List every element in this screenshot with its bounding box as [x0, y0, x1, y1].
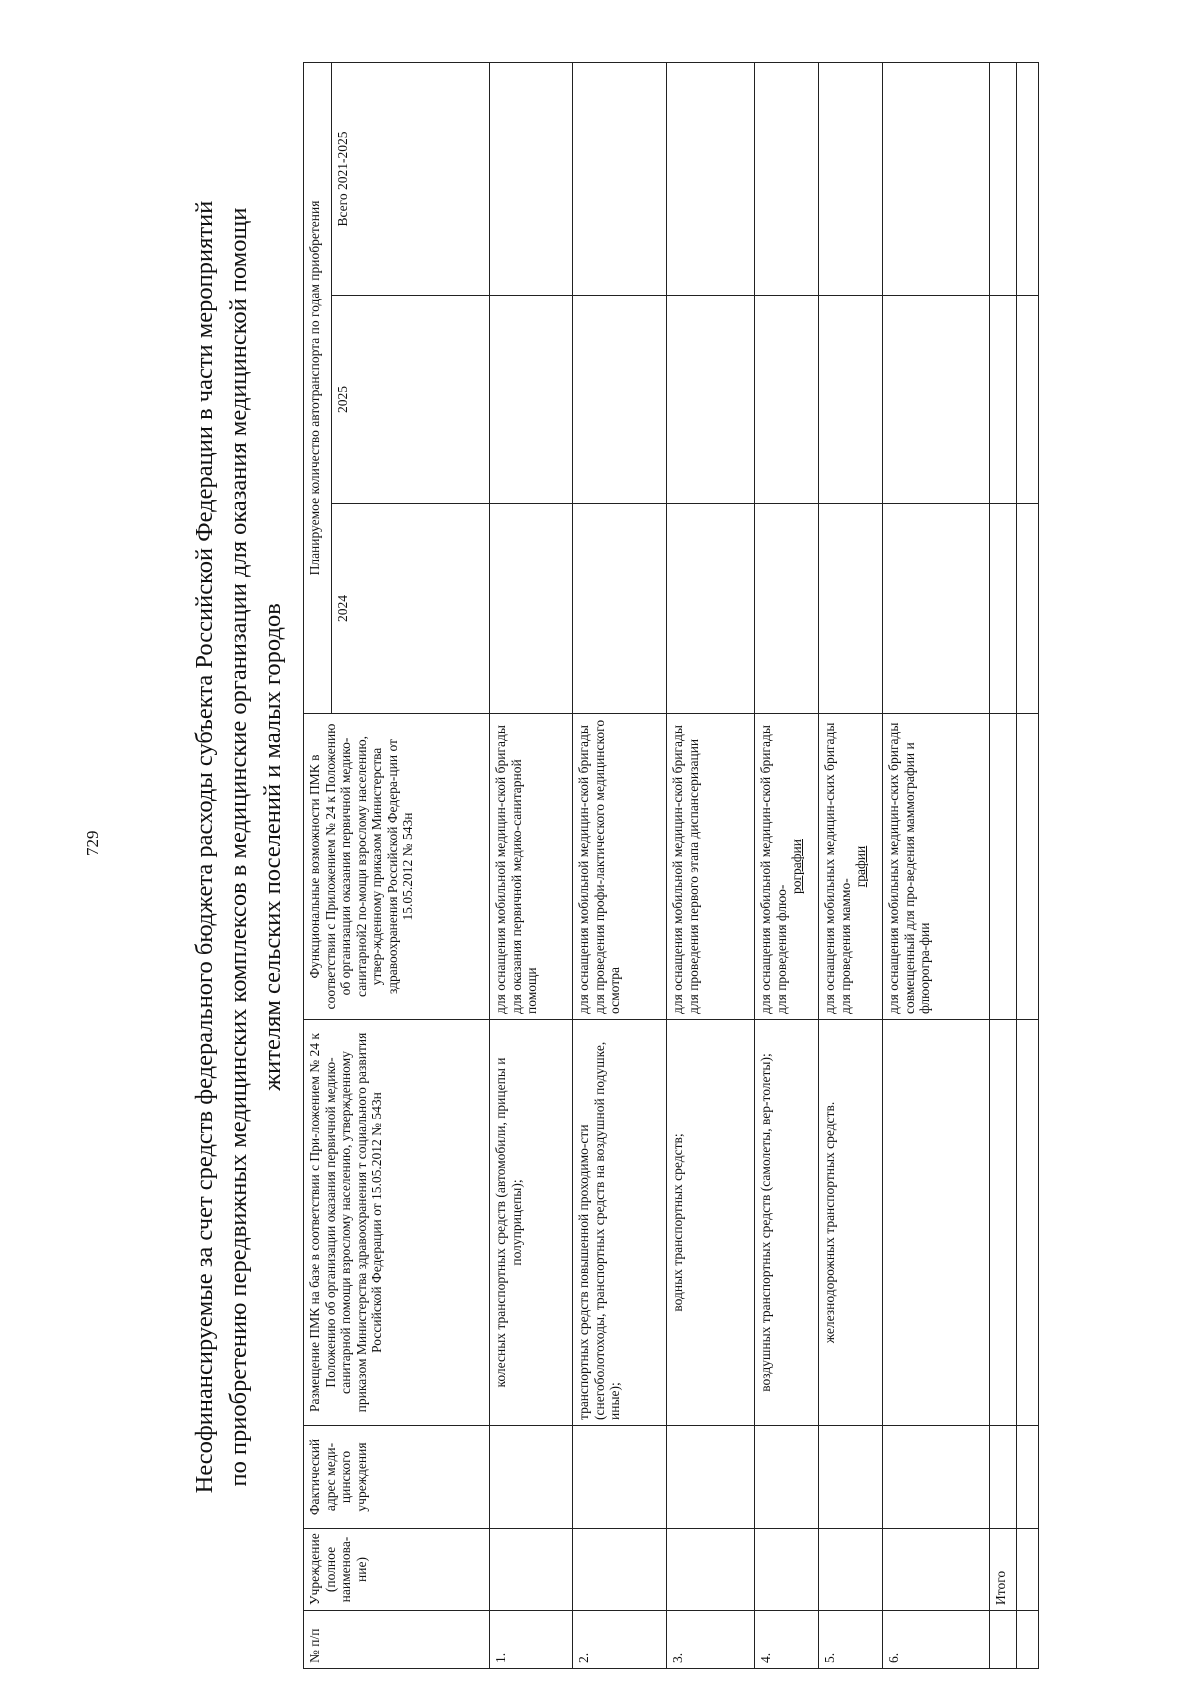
total-label: Итого — [990, 1529, 1017, 1611]
row-address — [667, 1426, 755, 1529]
table-row — [573, 62, 667, 1668]
total-2024 — [990, 504, 1017, 714]
row-num: 3. — [667, 1611, 755, 1669]
row-function-text: для оснащения мобильных медицин-ских бригады для проведения маммо- — [822, 722, 853, 1014]
empty-cell — [1017, 62, 1039, 295]
row-total — [573, 62, 667, 295]
row-institution — [819, 1529, 883, 1611]
empty-cell — [1017, 1529, 1039, 1611]
title-line-2: по приобретению передвижных медицинских комплексов в медицинские организации для оказания медицинской помощи — [225, 207, 252, 1487]
header-placement: Размещение ПМК на базе в соответствии с При-ложением № 24 к Положению об организации оказания первичной медико-санитарной помощи взрослому населению, утвержденному приказом Министерства здравоохранения т социального развития Российской Федерации от 15.05.2012 № 543н — [304, 1020, 490, 1426]
header-institution: Учреждение (полное наименова-ние) — [304, 1529, 490, 1611]
row-2024 — [573, 504, 667, 714]
row-placement: транспортных средств повышенной проходимо-сти (снегоболотоходы, транспортных средств на воздушной подушке, иные); — [573, 1020, 667, 1426]
row-2024 — [755, 504, 819, 714]
header-address: Фактический адрес меди-цинского учреждения — [304, 1426, 490, 1529]
table-row — [667, 62, 755, 1668]
row-function: для оснащения мобильной медицин-ской бригады для проведения профи-лактического медицинского осмотра — [573, 714, 667, 1020]
row-function — [755, 714, 819, 1020]
title-line-1: Несофинансируемые за счет средств федерального бюджета расходы субъекта Российской Федерации в части мероприятий — [191, 200, 218, 1494]
table-row — [755, 62, 819, 1668]
total-placement — [990, 1020, 1017, 1426]
empty-cell — [1017, 504, 1039, 714]
row-address — [490, 1426, 573, 1529]
row-num: 4. — [755, 1611, 819, 1669]
row-address — [573, 1426, 667, 1529]
row-placement: водных транспортных средств; — [667, 1020, 755, 1426]
total-address — [990, 1426, 1017, 1529]
row-total — [819, 62, 883, 295]
row-function: для оснащения мобильных медицин-ских бригады совмещенный для про-ведения маммографии и флюорогра-фии — [883, 714, 990, 1020]
row-address — [883, 1426, 990, 1529]
row-num: 5. — [819, 1611, 883, 1669]
document-title — [188, 57, 290, 1637]
row-function-text: для оснащения мобильной медицин-ской бригады для проведения флюо- — [758, 725, 789, 1014]
total-num — [990, 1611, 1017, 1669]
header-num: № п/п — [304, 1611, 490, 1669]
empty-cell — [1017, 1426, 1039, 1529]
row-placement: железнодорожных транспортных средств. — [819, 1020, 883, 1426]
row-institution — [573, 1529, 667, 1611]
empty-cell — [1017, 714, 1039, 1020]
row-2024 — [490, 504, 573, 714]
row-num: 2. — [573, 1611, 667, 1669]
row-2025 — [755, 296, 819, 504]
row-function: для оснащения мобильной медицин-ской бригады для проведения первого этапа диспансеризации — [667, 714, 755, 1020]
row-2024 — [883, 504, 990, 714]
empty-cell — [1017, 1020, 1039, 1426]
row-2024 — [819, 504, 883, 714]
table-row — [819, 62, 883, 1668]
row-num: 6. — [883, 1611, 990, 1669]
expenses-table — [303, 62, 1039, 1669]
row-total — [667, 62, 755, 295]
header-year-2024: 2024 — [332, 504, 490, 714]
title-line-3: жителям сельских поселений и малых городов — [259, 603, 286, 1091]
row-2025 — [667, 296, 755, 504]
row-total — [490, 62, 573, 295]
row-function — [819, 714, 883, 1020]
row-institution — [490, 1529, 573, 1611]
total-2025 — [990, 296, 1017, 504]
page-number: 729 — [83, 830, 102, 856]
row-2024 — [667, 504, 755, 714]
header-year-2025: 2025 — [332, 296, 490, 504]
row-institution — [755, 1529, 819, 1611]
row-placement — [883, 1020, 990, 1426]
row-address — [819, 1426, 883, 1529]
row-num: 1. — [490, 1611, 573, 1669]
row-total — [883, 62, 990, 295]
row-placement: колесных транспортных средств (автомобили, прицепы и полуприцепы); — [490, 1020, 573, 1426]
table-row — [490, 62, 573, 1668]
empty-row — [1017, 62, 1039, 1668]
row-2025 — [573, 296, 667, 504]
header-function: Функциональные возможности ПМК в соответствии с Приложением № 24 к Положению об организации оказания первичной медико-санитарной2 по-мощи взрослому населению, утвер-жденному приказом Министерства здравоохранения Российской Федера-ции от 15.05.2012 № 543н — [304, 714, 490, 1020]
row-address — [755, 1426, 819, 1529]
row-placement: воздушных транспортных средств (самолеты, вер-толеты); — [755, 1020, 819, 1426]
row-function-text-continued: графии — [853, 845, 868, 888]
row-function: для оснащения мобильной медицин-ской бригады для оказания первичной медико-санитарной помощи — [490, 714, 573, 1020]
row-institution — [883, 1529, 990, 1611]
empty-cell — [1017, 296, 1039, 504]
row-function-text-continued: рографии — [789, 839, 804, 894]
row-total — [755, 62, 819, 295]
header-row-1 — [304, 62, 332, 1668]
total-row — [990, 62, 1017, 1668]
total-function — [990, 714, 1017, 1020]
row-institution — [667, 1529, 755, 1611]
total-all — [990, 62, 1017, 295]
row-2025 — [819, 296, 883, 504]
row-2025 — [883, 296, 990, 504]
row-2025 — [490, 296, 573, 504]
header-planned: Планируемое количество автотранспорта по годам приобретения — [304, 62, 332, 713]
header-total: Всего 2021-2025 — [332, 62, 490, 295]
table-row — [883, 62, 990, 1668]
empty-cell — [1017, 1611, 1039, 1669]
